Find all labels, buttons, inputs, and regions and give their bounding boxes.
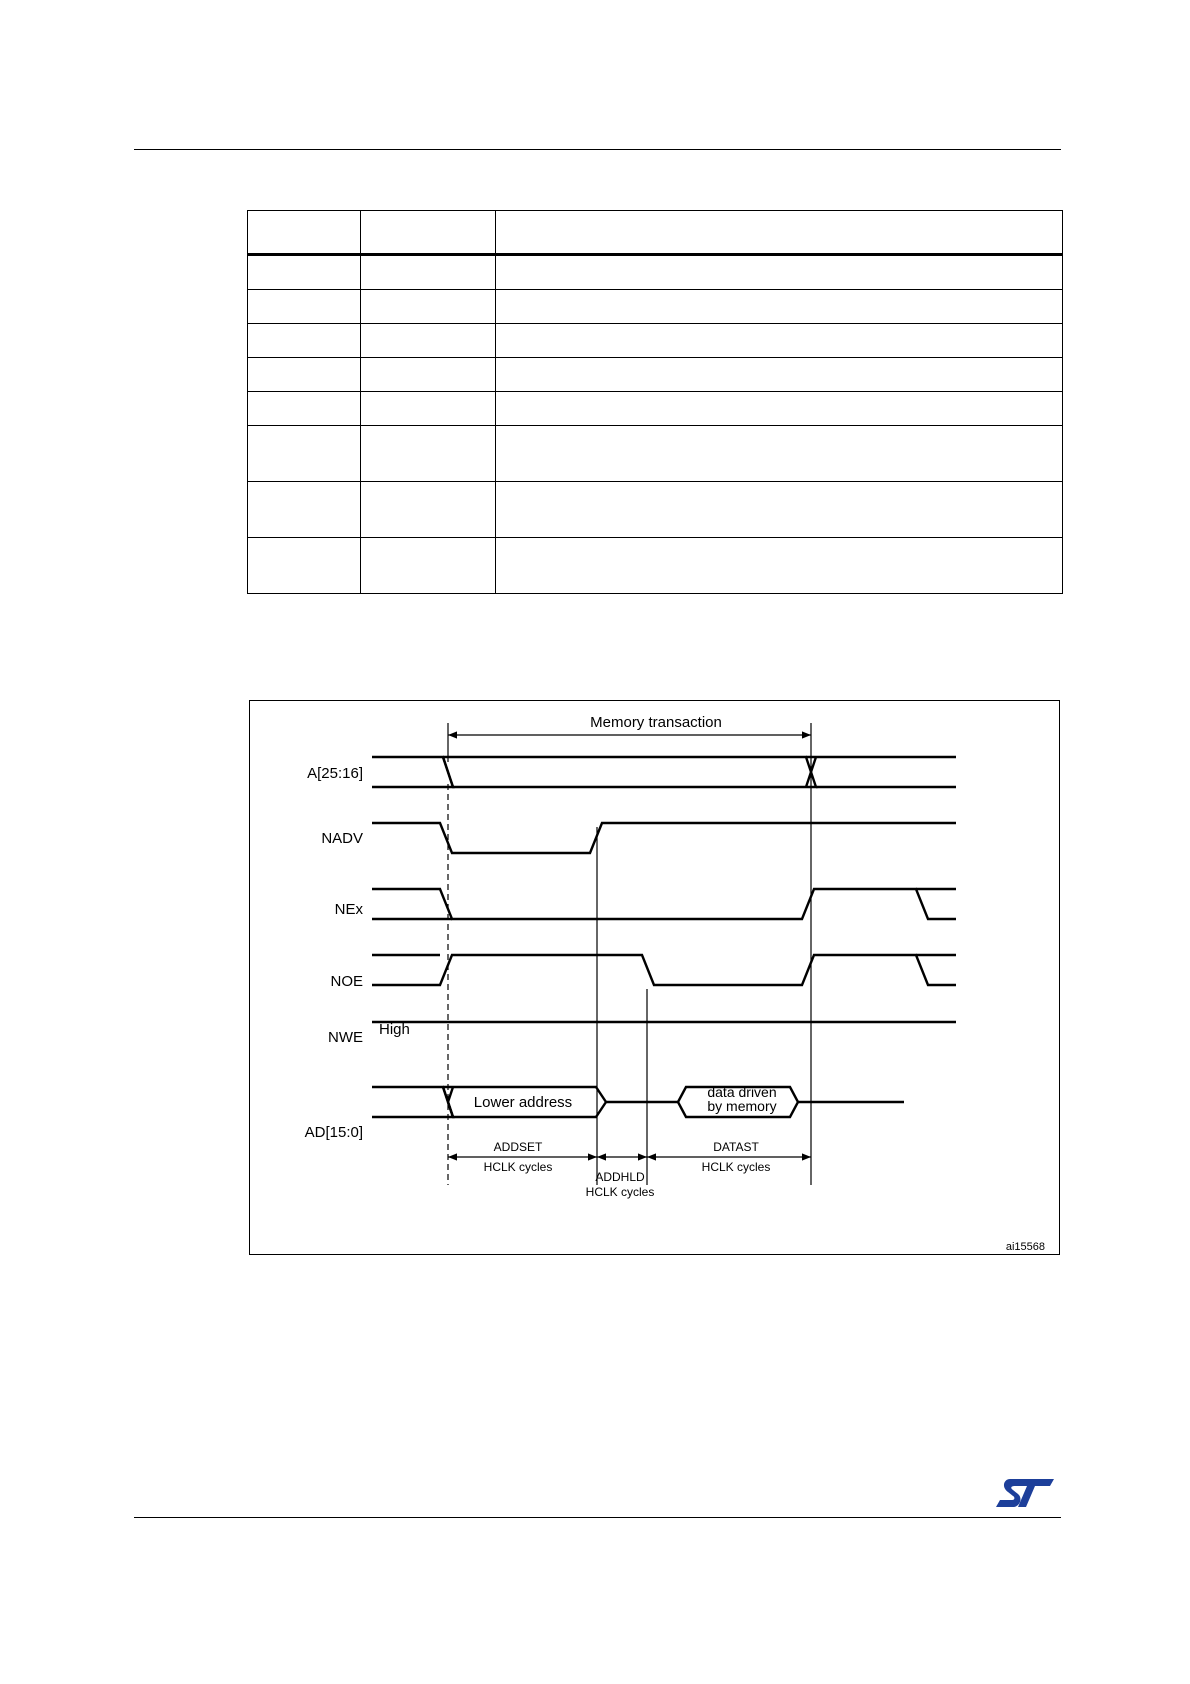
table-row [248, 482, 1063, 538]
figure-id: ai15568 [1005, 1241, 1045, 1253]
lower-address-label: Lower address [473, 1094, 573, 1111]
signal-nadv-waveform [372, 823, 956, 853]
addset-label: ADDSET [493, 1140, 543, 1154]
table-row [248, 538, 1063, 594]
signal-label-nwe: NWE [328, 1029, 363, 1046]
signal-a-waveform [372, 757, 453, 787]
table-header-cell [248, 211, 361, 255]
datast-label: DATAST [713, 1140, 759, 1154]
table-row [248, 324, 1063, 358]
signal-noe-waveform [372, 955, 956, 985]
signal-a-waveform-tail [806, 757, 956, 787]
table-row [248, 392, 1063, 426]
table-row [248, 426, 1063, 482]
signal-label-a: A[25:16] [307, 765, 363, 782]
footer-rule [134, 1517, 1061, 1518]
signal-ad-lead [372, 1087, 453, 1117]
nwe-state-label: High [379, 1021, 410, 1038]
signal-label-nadv: NADV [321, 830, 363, 847]
table-header-cell [361, 211, 496, 255]
addset-cycles-label: HCLK cycles [483, 1160, 553, 1174]
header-rule [134, 149, 1061, 150]
signal-a-waveform-valid [443, 757, 816, 787]
addhld-label: ADDHLD [595, 1170, 645, 1184]
timing-diagram [249, 700, 1060, 1255]
table-header-cell [496, 211, 1063, 255]
table-row [248, 255, 1063, 290]
table-header-row [248, 211, 1063, 255]
datast-cycles-label: HCLK cycles [701, 1160, 771, 1174]
signal-nex-waveform [372, 889, 956, 919]
register-table [247, 210, 1063, 594]
by-memory-label: by memory [707, 1098, 777, 1114]
signal-ad-lower-address-left [448, 1087, 453, 1117]
data-driven-label: data driven [707, 1084, 777, 1100]
signal-label-noe: NOE [330, 973, 363, 990]
table-row [248, 290, 1063, 324]
signal-nex-waveform-guides [372, 889, 956, 919]
addhld-cycles-label: HCLK cycles [585, 1185, 655, 1199]
timing-diagram-canvas [250, 701, 1061, 1256]
st-logo-icon [996, 1477, 1054, 1509]
signal-label-ad: AD[15:0] [304, 1124, 363, 1141]
table-row [248, 358, 1063, 392]
diagram-title: Memory transaction [590, 714, 722, 731]
signal-label-nex: NEx [334, 901, 363, 918]
